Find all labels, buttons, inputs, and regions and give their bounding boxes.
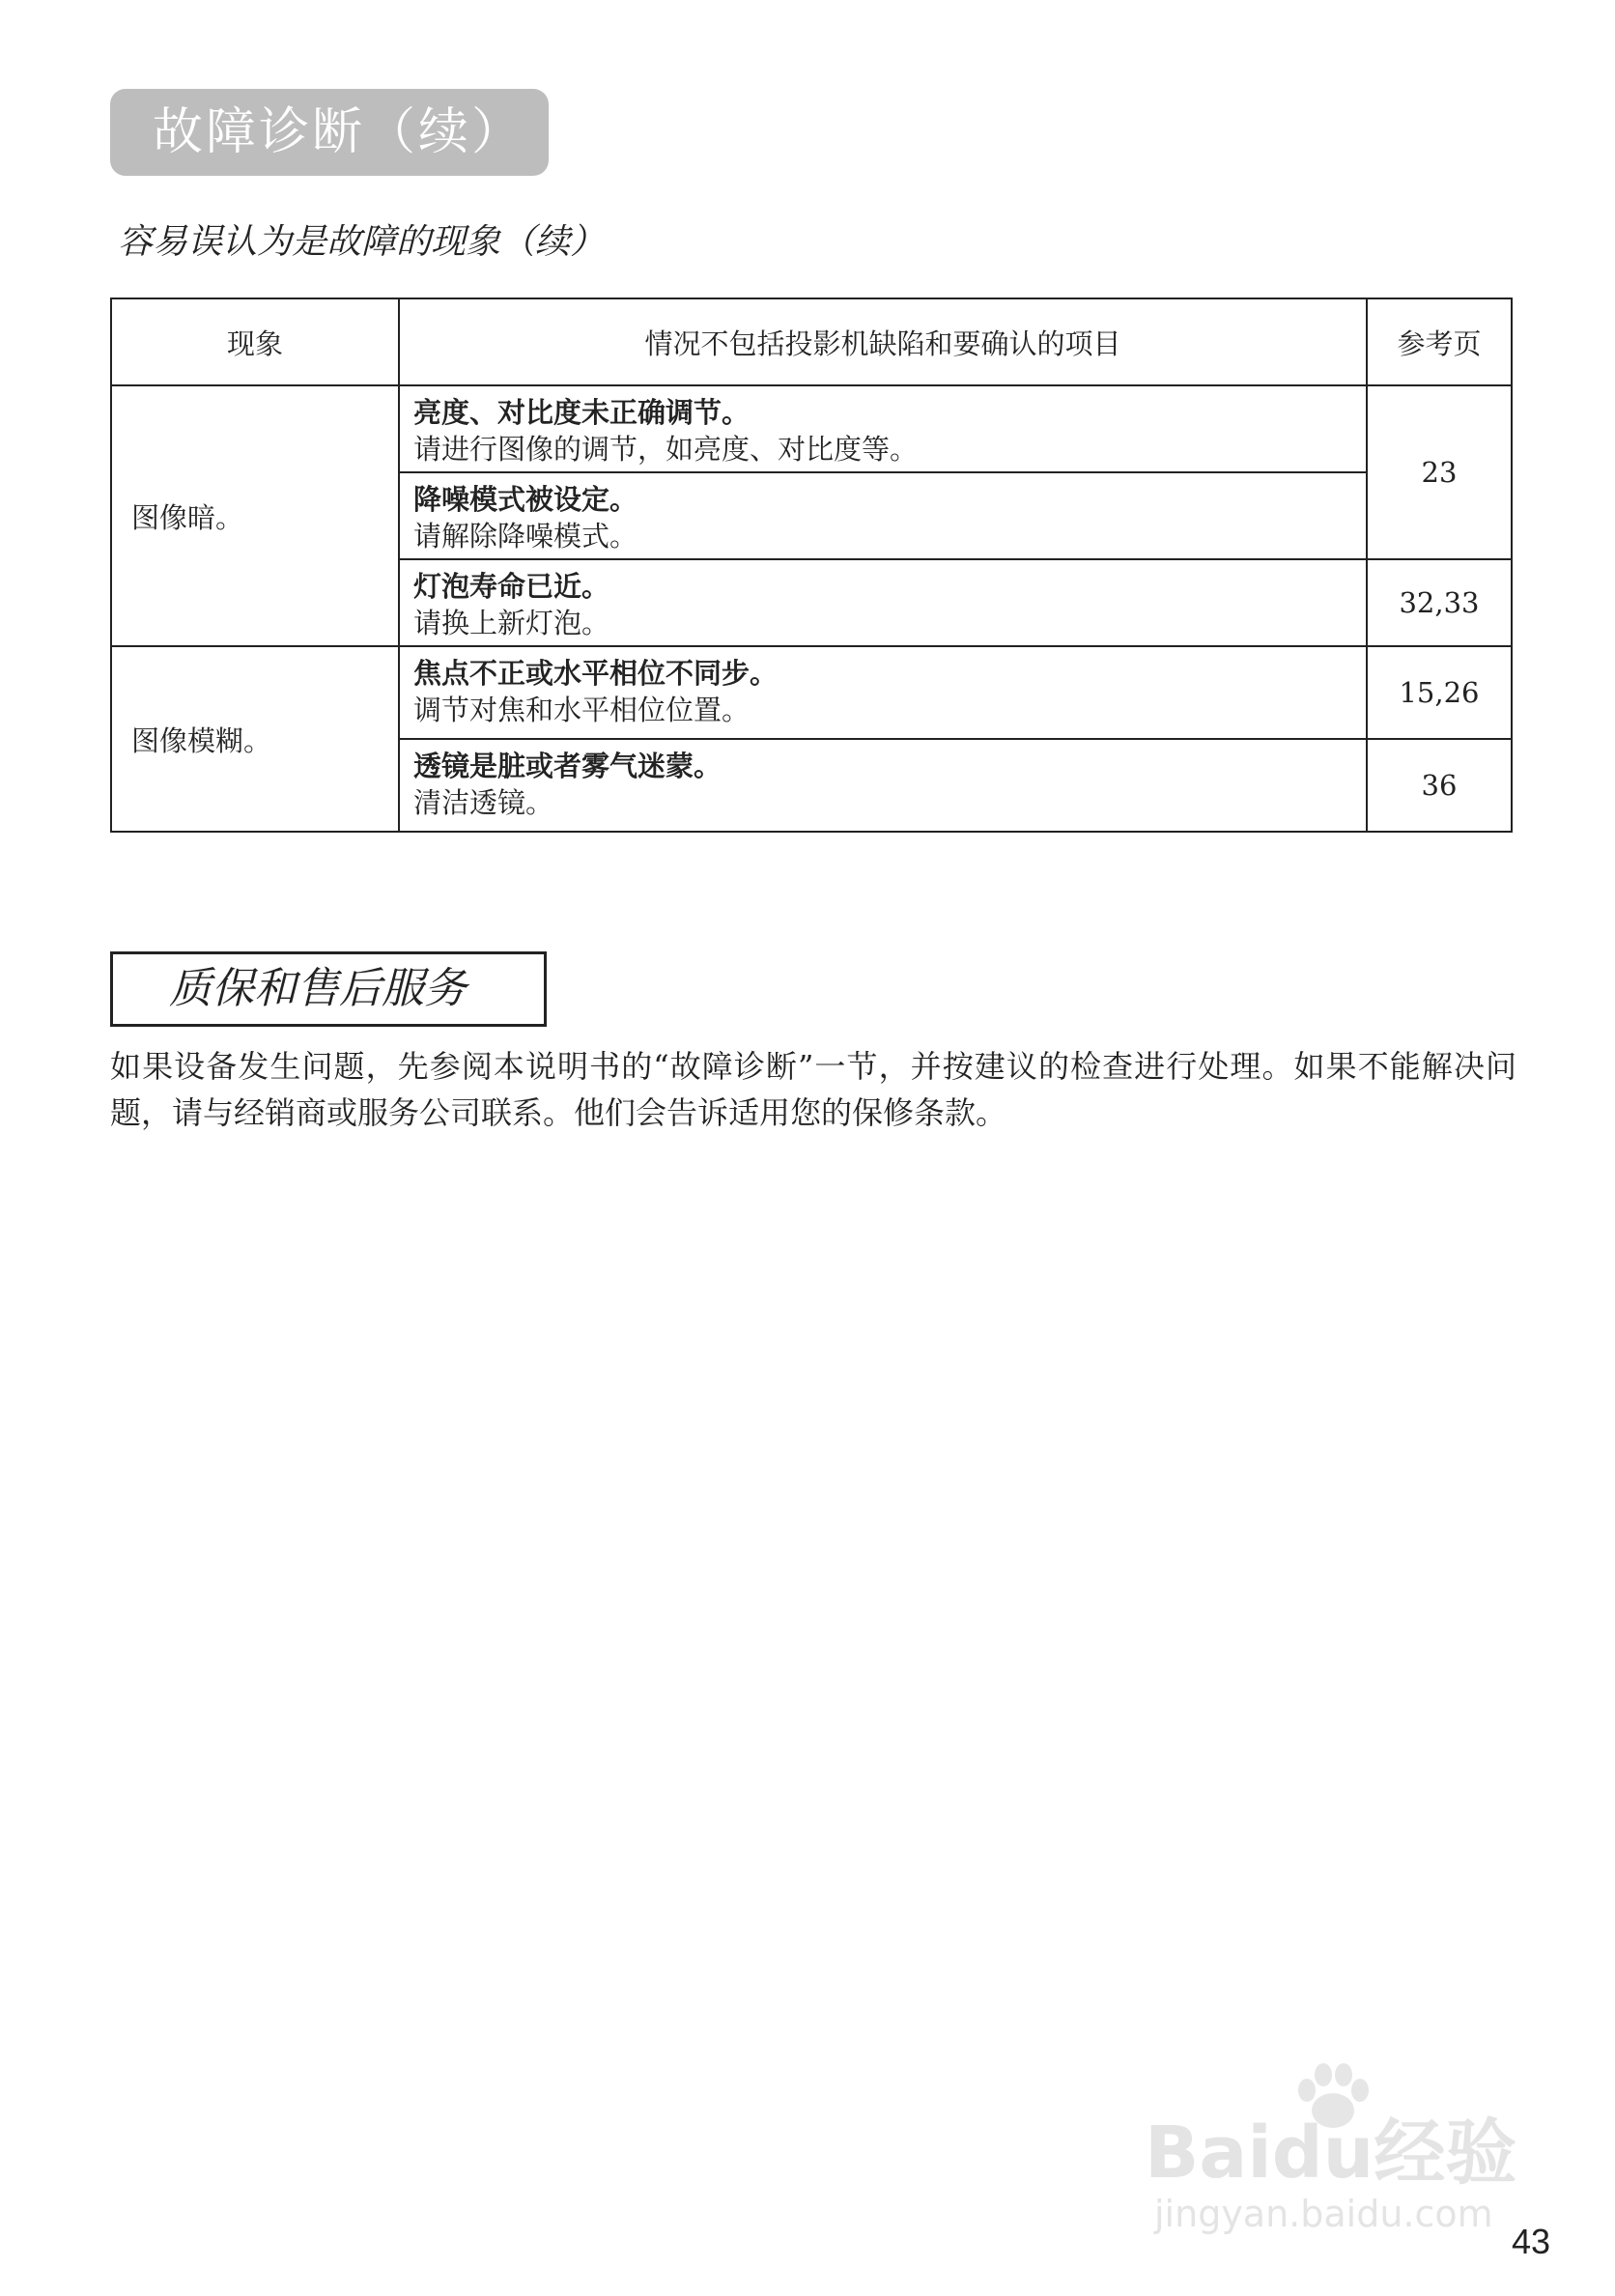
reference-page-cell: 15,26 xyxy=(1367,646,1512,739)
condition-desc: 调节对焦和水平相位位置。 xyxy=(413,694,751,726)
phenomenon-cell: 图像模糊。 xyxy=(111,646,399,832)
watermark-logo-text: Baidu经验 xyxy=(1145,2112,1517,2195)
condition-title: 降噪模式被设定。 xyxy=(413,483,638,516)
watermark-url: jingyan.baidu.com xyxy=(1154,2193,1493,2235)
table-row xyxy=(111,385,1512,472)
condition-cell xyxy=(399,385,1367,472)
reference-page-cell: 23 xyxy=(1367,385,1512,559)
condition-title: 透镜是脏或者雾气迷蒙。 xyxy=(413,750,722,782)
header-phenomenon: 现象 xyxy=(111,298,399,385)
page-number: 43 xyxy=(1512,2222,1551,2261)
table-row xyxy=(111,646,1512,739)
condition-title: 亮度、对比度未正确调节。 xyxy=(413,396,751,429)
condition-title: 焦点不正或水平相位不同步。 xyxy=(413,657,779,690)
troubleshooting-table xyxy=(110,298,1513,833)
condition-cell xyxy=(399,739,1367,832)
condition-title: 灯泡寿命已近。 xyxy=(413,570,610,603)
reference-page-cell: 36 xyxy=(1367,739,1512,832)
section-title: 故障诊断（续） xyxy=(110,89,549,176)
table-header-row xyxy=(111,298,1512,385)
condition-desc: 清洁透镜。 xyxy=(413,786,554,819)
reference-page-cell: 32,33 xyxy=(1367,559,1512,646)
condition-cell xyxy=(399,646,1367,739)
header-condition: 情况不包括投影机缺陷和要确认的项目 xyxy=(399,298,1367,385)
condition-desc: 请进行图像的调节，如亮度、对比度等。 xyxy=(413,433,919,466)
condition-cell xyxy=(399,559,1367,646)
condition-cell xyxy=(399,472,1367,559)
condition-desc: 请解除降噪模式。 xyxy=(413,520,638,553)
condition-desc: 请换上新灯泡。 xyxy=(413,607,610,639)
warranty-paragraph: 如果设备发生问题，先参阅本说明书的“故障诊断”一节，并按建议的检查进行处理。如果不能解决问题，请与经销商或服务公司联系。他们会告诉适用您的保修条款。 xyxy=(110,1048,1516,1131)
subsection-title: 容易误认为是故障的现象（续） xyxy=(118,222,606,262)
header-reference-page: 参考页 xyxy=(1367,298,1512,385)
baidu-watermark xyxy=(1145,2057,1531,2241)
phenomenon-cell: 图像暗。 xyxy=(111,385,399,646)
warranty-heading: 质保和售后服务 xyxy=(110,951,547,1027)
